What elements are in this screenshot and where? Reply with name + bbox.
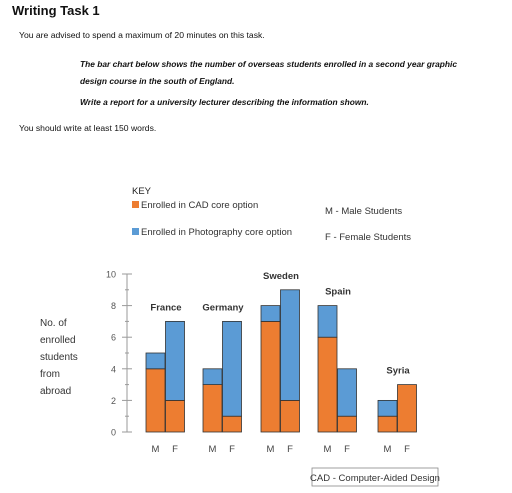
bar-photo-germany-f	[223, 321, 242, 416]
chart-footnote	[310, 468, 440, 486]
y-label-line-0: No. of	[40, 318, 67, 329]
country-label-germany: Germany	[202, 302, 244, 314]
time-advice: You are advised to spend a maximum of 20 minutes on this task.	[19, 30, 265, 40]
y-tick-label-4: 4	[110, 364, 116, 375]
bar-photo-spain-f	[338, 369, 357, 416]
gender-label-syria-f: F	[404, 444, 410, 455]
y-tick-label-0: 0	[110, 427, 116, 438]
bar-cad-syria-f	[398, 385, 417, 432]
bar-cad-france-f	[166, 400, 185, 432]
gender-label-france-m: M	[151, 444, 160, 455]
y-label-line-4: abroad	[40, 386, 72, 397]
bar-photo-sweden-f	[281, 290, 300, 401]
bar-photo-spain-m	[318, 306, 337, 338]
gender-label-spain-m: M	[323, 444, 332, 455]
key-title: KEY	[132, 186, 152, 197]
gender-label-sweden-f: F	[287, 444, 293, 455]
gender-label-france-f: F	[172, 444, 178, 455]
y-axis-label	[40, 318, 78, 397]
gender-label-germany-m: M	[208, 444, 217, 455]
legend-swatch-1	[132, 228, 139, 235]
key-note-0: M - Male Students	[325, 206, 403, 217]
country-label-sweden: Sweden	[263, 270, 299, 282]
bar-photo-france-m	[146, 353, 165, 369]
y-tick-label-6: 6	[110, 332, 116, 343]
key-note-1: F - Female Students	[325, 232, 412, 243]
legend-label-1: Enrolled in Photography core option	[141, 227, 293, 238]
gender-label-sweden-m: M	[266, 444, 275, 455]
y-tick-label-10: 10	[105, 269, 116, 280]
y-tick-label-8: 8	[110, 301, 116, 312]
bars	[146, 290, 417, 432]
legend-swatch-0	[132, 201, 139, 208]
task-title: Writing Task 1	[12, 3, 100, 18]
bar-photo-germany-m	[203, 369, 222, 385]
y-axis	[106, 270, 132, 438]
bar-photo-sweden-m	[261, 306, 280, 322]
y-tick-label-2: 2	[110, 395, 116, 406]
bar-cad-germany-f	[223, 416, 242, 432]
bar-cad-france-m	[146, 369, 165, 432]
bar-cad-germany-m	[203, 385, 222, 432]
word-count-note: You should write at least 150 words.	[19, 123, 157, 133]
task-instruction: Write a report for a university lecturer describing the information shown.	[80, 97, 369, 107]
country-label-france: France	[150, 302, 182, 314]
bar-photo-france-f	[166, 321, 185, 400]
y-label-line-3: from	[40, 369, 60, 380]
footnote-text: CAD - Computer-Aided Design	[310, 473, 440, 484]
y-label-line-2: students	[40, 352, 78, 363]
bar-cad-spain-f	[338, 416, 357, 432]
gender-label-germany-f: F	[229, 444, 235, 455]
bar-cad-sweden-f	[281, 400, 300, 432]
bar-cad-spain-m	[318, 337, 337, 432]
task-description: The bar chart below shows the number of overseas students enrolled in a second year graphic design course in the south of England.	[80, 59, 457, 86]
y-label-line-1: enrolled	[40, 335, 76, 346]
bar-cad-syria-m	[378, 416, 397, 432]
bar-photo-syria-m	[378, 400, 397, 416]
country-label-syria: Syria	[386, 365, 410, 377]
chart-key	[132, 186, 411, 243]
gender-label-spain-f: F	[344, 444, 350, 455]
country-label-spain: Spain	[325, 286, 351, 298]
legend-label-0: Enrolled in CAD core option	[141, 200, 259, 211]
gender-label-syria-m: M	[383, 444, 392, 455]
bar-cad-sweden-m	[261, 321, 280, 432]
